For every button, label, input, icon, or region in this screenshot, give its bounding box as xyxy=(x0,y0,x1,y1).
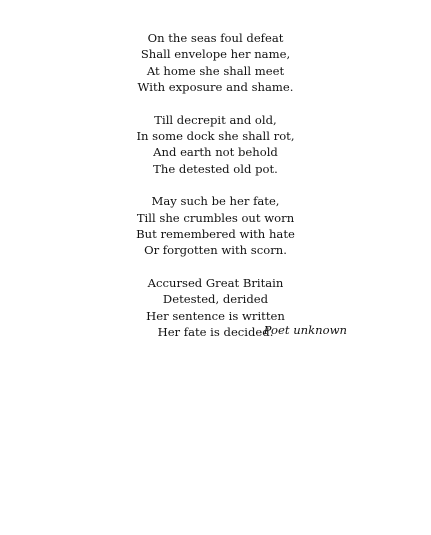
poem-line: Shall envelope her name, xyxy=(140,47,291,62)
poem-line: Till she crumbles out worn xyxy=(136,210,295,225)
poem-line: And earth not behold xyxy=(153,145,278,160)
poem-attribution: Poet unknown xyxy=(263,323,347,337)
poem-line: On the seas foul defeat xyxy=(147,31,284,45)
poem-line: But remembered with hate xyxy=(136,227,295,242)
stanza-1 xyxy=(0,30,431,96)
poem-line: Her fate is decided. xyxy=(157,325,274,340)
poem-line: At home she shall meet xyxy=(146,63,285,78)
poem-line: Her sentence is written xyxy=(146,308,285,323)
stanza-2 xyxy=(0,112,431,178)
poem-line: In some dock she shall rot, xyxy=(136,129,295,144)
poem-line: May such be her fate, xyxy=(151,194,280,209)
poem-line: Or forgotten with scorn. xyxy=(144,243,287,258)
poem xyxy=(0,30,431,357)
poem-line: The detested old pot. xyxy=(153,161,278,176)
stanza-4 xyxy=(0,275,431,341)
poem-line: Till decrepit and old, xyxy=(154,112,277,127)
stanza-3 xyxy=(0,193,431,259)
poem-line: Accursed Great Britain xyxy=(147,275,284,290)
poem-line: Detested, derided xyxy=(162,292,269,307)
poem-line: With exposure and shame. xyxy=(137,80,294,95)
